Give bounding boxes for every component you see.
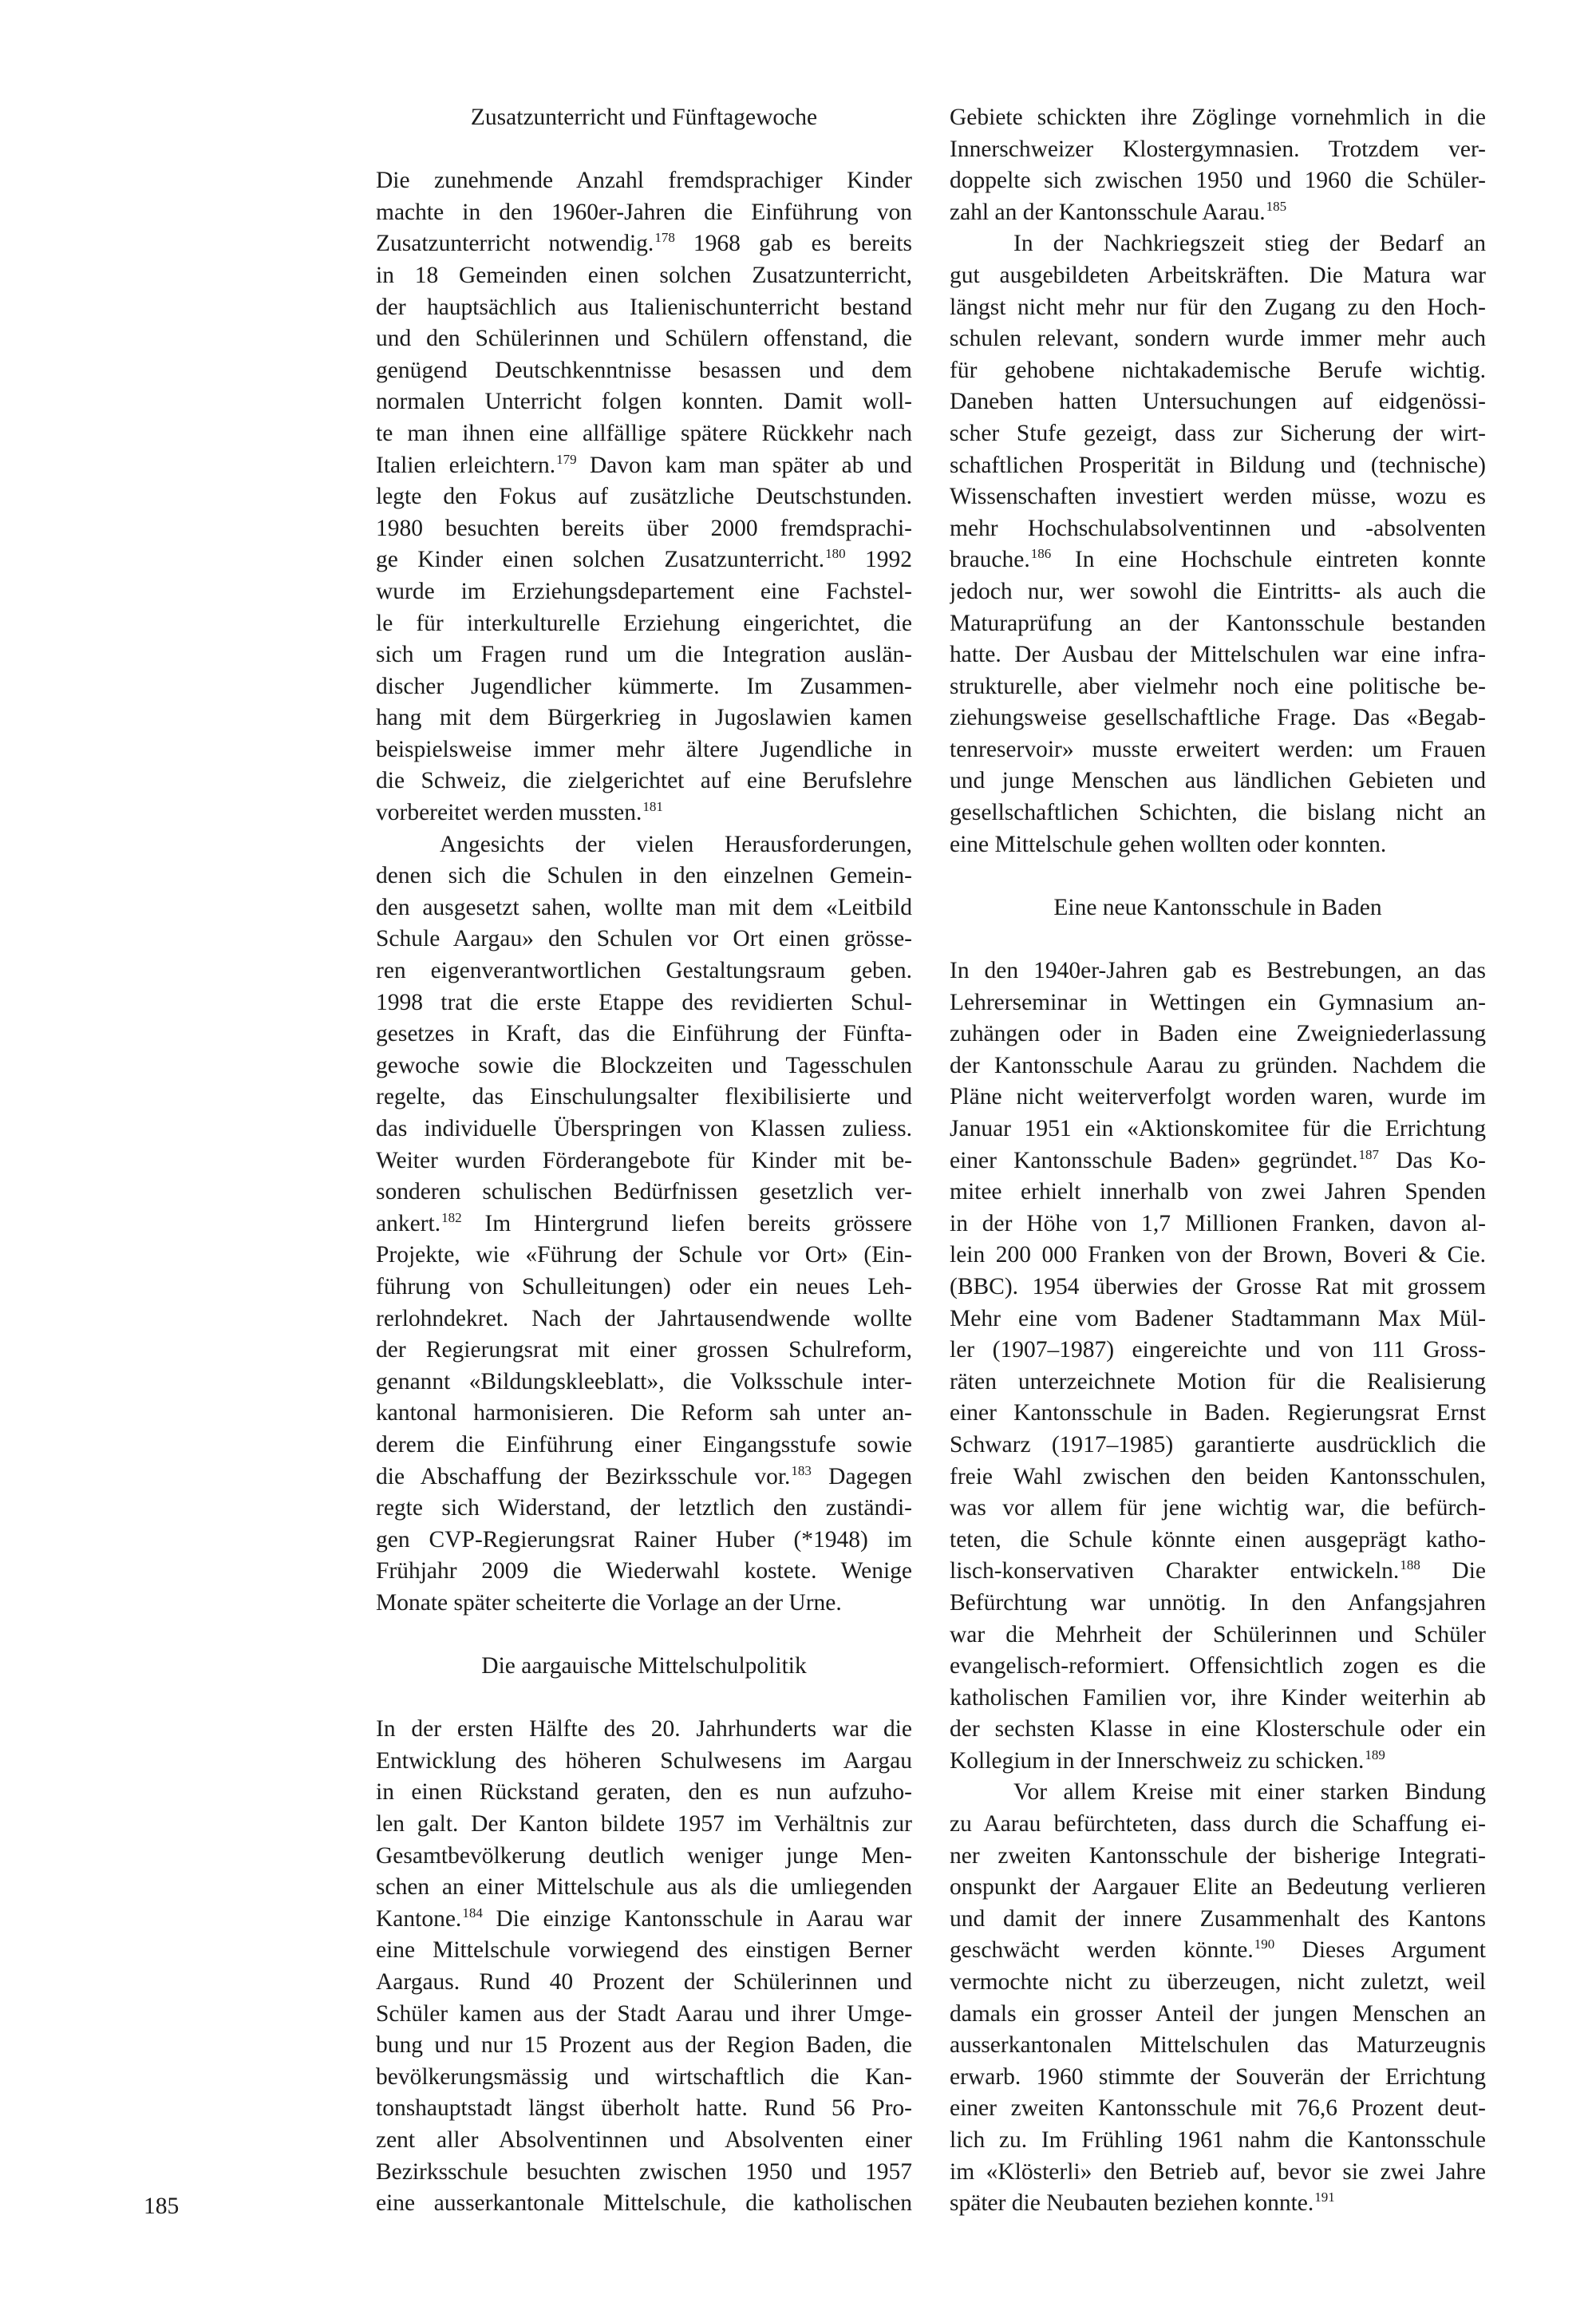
text-segment: tonshauptstadt längst überholt hatte. Rund 56 Pro- bbox=[376, 2095, 912, 2122]
text-line bbox=[950, 450, 1486, 482]
text-column-right bbox=[950, 102, 1486, 2220]
text-line bbox=[376, 1935, 912, 1967]
text-line bbox=[950, 197, 1486, 229]
text-line bbox=[376, 1398, 912, 1430]
text-segment: Daneben hatten Untersuchungen auf eidgenössi- bbox=[950, 389, 1486, 415]
text-line bbox=[376, 1967, 912, 1999]
text-line bbox=[950, 1904, 1486, 1936]
text-line bbox=[376, 955, 912, 987]
text-segment: der sechsten Klasse in eine Klosterschule oder ein bbox=[950, 1716, 1486, 1742]
text-line bbox=[950, 1114, 1486, 1145]
footnote-reference: 179 bbox=[556, 451, 577, 467]
text-segment: zuhängen oder in Baden eine Zweigniederlassung bbox=[950, 1021, 1486, 1047]
text-segment: ziehungsweise gesellschaftliche Frage. Das «Begab- bbox=[950, 705, 1486, 731]
text-segment: Kantone. bbox=[376, 1905, 462, 1932]
text-line bbox=[376, 2125, 912, 2157]
text-segment: gewoche sowie die Blockzeiten und Tagesschulen bbox=[376, 1052, 912, 1078]
text-segment: zahl an der Kantonsschule Aarau. bbox=[950, 199, 1266, 225]
text-line bbox=[950, 576, 1486, 608]
text-line bbox=[950, 1208, 1486, 1240]
text-segment: scher Stufe gezeigt, dass zur Sicherung der wirt- bbox=[950, 420, 1486, 446]
text-line bbox=[376, 1525, 912, 1557]
text-line bbox=[950, 1683, 1486, 1715]
text-segment: zent aller Absolventinnen und Absolventen einer bbox=[376, 2127, 912, 2153]
text-segment: Die zunehmende Anzahl fremdsprachiger Kinder bbox=[376, 168, 912, 194]
text-segment: führung von Schulleitungen) oder ein neues Leh- bbox=[376, 1273, 912, 1299]
section-heading: Eine neue Kantonsschule in Baden bbox=[1053, 894, 1382, 920]
text-line bbox=[376, 1556, 912, 1588]
text-segment: strukturelle, aber vielmehr noch eine politische be- bbox=[950, 673, 1486, 699]
text-line bbox=[376, 513, 912, 545]
text-line bbox=[950, 2125, 1486, 2157]
text-line bbox=[376, 197, 912, 229]
text-segment: Aargaus. Rund 40 Prozent der Schülerinnen und bbox=[376, 1969, 912, 1996]
footnote-reference: 187 bbox=[1358, 1146, 1379, 1162]
footnote-reference: 190 bbox=[1254, 1936, 1275, 1952]
text-line bbox=[950, 1493, 1486, 1525]
text-line bbox=[950, 955, 1486, 987]
text-segment: regelte, das Einschulungsalter flexibilisierte und bbox=[376, 1084, 912, 1110]
text-segment: tenreservoir» musste erweitert werden: um Frauen bbox=[950, 736, 1486, 762]
text-segment: Dagegen bbox=[811, 1463, 912, 1489]
text-line bbox=[950, 1019, 1486, 1050]
text-line bbox=[950, 1272, 1486, 1303]
text-segment: bevölkerungsmässig und wirtschaftlich die Kan- bbox=[376, 2063, 912, 2090]
text-line bbox=[376, 576, 912, 608]
text-line bbox=[950, 1777, 1486, 1809]
text-line bbox=[376, 355, 912, 387]
text-line bbox=[376, 765, 912, 797]
text-segment: einer zweiten Kantonsschule mit 76,6 Prozent deut- bbox=[950, 2095, 1486, 2122]
text-segment: 1980 besuchten bereits über 2000 fremdsprachi- bbox=[376, 515, 912, 541]
text-segment: Befürchtung war unnötig. In den Anfangsjahren bbox=[950, 1589, 1486, 1616]
text-segment: gesetzes in Kraft, das die Einführung der Fünfta- bbox=[376, 1021, 912, 1047]
text-line bbox=[950, 765, 1486, 797]
text-segment: eine ausserkantonale Mittelschule, die katholischen bbox=[376, 2190, 912, 2217]
text-segment: Gebiete schickten ihre Zöglinge vornehmlich in die bbox=[950, 105, 1486, 130]
text-segment: und damit der innere Zusammenhalt des Kantons bbox=[950, 1905, 1486, 1932]
text-segment: Monate später scheiterte die Vorlage an der Urne. bbox=[376, 1589, 842, 1616]
text-segment: Dieses Argument bbox=[1274, 1937, 1486, 1964]
text-line bbox=[950, 134, 1486, 166]
text-segment: Gesamtbevölkerung deutlich weniger junge Men- bbox=[376, 1842, 912, 1869]
text-line bbox=[950, 1809, 1486, 1841]
text-line bbox=[376, 1809, 912, 1841]
text-segment: ren eigenverantwortlichen Gestaltungsraum geben. bbox=[376, 958, 912, 984]
text-segment: Januar 1951 ein «Aktionskomitee für die Errichtung bbox=[950, 1116, 1486, 1141]
paragraph bbox=[376, 1714, 912, 2220]
text-line bbox=[376, 1714, 912, 1746]
text-segment: Bezirksschule besuchten zwischen 1950 und 1957 bbox=[376, 2158, 912, 2185]
text-line bbox=[376, 323, 912, 355]
paragraph bbox=[950, 955, 1486, 1777]
text-segment: In der ersten Hälfte des 20. Jahrhunderts war die bbox=[376, 1716, 912, 1742]
text-segment: der Regierungsrat mit einer grossen Schulreform, bbox=[376, 1337, 912, 1363]
text-line bbox=[376, 734, 912, 766]
text-segment: lich zu. Im Frühling 1961 nahm die Kantonsschule bbox=[950, 2127, 1486, 2153]
text-segment: normalen Unterricht folgen konnten. Damit woll- bbox=[376, 389, 912, 415]
text-line bbox=[376, 418, 912, 450]
text-line bbox=[376, 1177, 912, 1208]
text-segment: Schwarz (1917–1985) garantierte ausdrücklich die bbox=[950, 1431, 1486, 1458]
text-line bbox=[950, 1651, 1486, 1683]
text-line bbox=[950, 1714, 1486, 1746]
text-segment: 1968 gab es bereits bbox=[674, 231, 912, 257]
text-segment: Frühjahr 2009 die Wiederwahl kostete. Wenige bbox=[376, 1558, 912, 1584]
text-line bbox=[950, 734, 1486, 766]
text-segment: in 18 Gemeinden einen solchen Zusatzunterricht, bbox=[376, 262, 912, 288]
text-line bbox=[376, 1303, 912, 1335]
text-segment: derem die Einführung einer Eingangsstufe sowie bbox=[376, 1431, 912, 1458]
text-segment: in der Höhe von 1,7 Millionen Franken, davon al- bbox=[950, 1210, 1486, 1236]
text-line bbox=[376, 892, 912, 924]
text-line bbox=[376, 1082, 912, 1114]
text-segment: Weiter wurden Förderangebote für Kinder mit be- bbox=[376, 1147, 912, 1173]
text-segment: mitee erhielt innerhalb von zwei Jahren Spenden bbox=[950, 1179, 1486, 1205]
text-line bbox=[950, 1082, 1486, 1114]
text-line bbox=[950, 987, 1486, 1019]
text-segment: genügend Deutschkenntnisse besassen und dem bbox=[376, 357, 912, 383]
text-line bbox=[950, 481, 1486, 513]
text-line bbox=[950, 1145, 1486, 1177]
text-segment: genannt «Bildungskleeblatt», die Volksschule inter- bbox=[376, 1368, 912, 1394]
text-segment: Pläne nicht weiterverfolgt worden waren, wurde im bbox=[950, 1084, 1486, 1110]
text-segment: In der Nachkriegszeit stieg der Bedarf an bbox=[1013, 231, 1486, 257]
text-segment: denen sich die Schulen in den einzelnen Gemein- bbox=[376, 863, 912, 889]
text-line bbox=[950, 1050, 1486, 1082]
text-line bbox=[950, 260, 1486, 292]
text-line bbox=[376, 2093, 912, 2125]
text-line bbox=[376, 228, 912, 260]
text-line bbox=[376, 1588, 912, 1620]
footnote-reference: 185 bbox=[1266, 198, 1287, 214]
text-segment: was vor allem für jene wichtig war, die befürch- bbox=[950, 1495, 1486, 1521]
text-line bbox=[376, 165, 912, 197]
footnote-reference: 182 bbox=[441, 1209, 462, 1225]
text-segment: einer Kantonsschule in Baden. Regierungsrat Ernst bbox=[950, 1400, 1486, 1426]
text-segment: (BBC). 1954 überwies der Grosse Rat mit grossem bbox=[950, 1273, 1486, 1299]
text-segment: lisch-konservativen Charakter entwickeln. bbox=[950, 1558, 1400, 1584]
text-segment: ler (1907–1987) eingereichte und von 111 Gross- bbox=[950, 1337, 1486, 1363]
text-segment: Schüler kamen aus der Stadt Aarau und ihrer Umge- bbox=[376, 2000, 912, 2027]
text-segment: ausserkantonalen Mittelschulen das Maturzeugnis bbox=[950, 2032, 1486, 2059]
text-line bbox=[950, 829, 1486, 861]
text-line bbox=[950, 1872, 1486, 1904]
text-line bbox=[950, 1398, 1486, 1430]
text-line bbox=[376, 1999, 912, 2031]
text-segment: 1998 trat die erste Etappe des revidierten Schul- bbox=[376, 989, 912, 1015]
text-line bbox=[376, 1462, 912, 1493]
text-line bbox=[950, 639, 1486, 671]
text-line bbox=[376, 639, 912, 671]
text-segment: Entwicklung des höheren Schulwesens im Aargau bbox=[376, 1747, 912, 1774]
text-segment: die Abschaffung der Bezirksschule vor. bbox=[376, 1463, 791, 1489]
text-line bbox=[376, 450, 912, 482]
text-segment: wurde im Erziehungsdepartement eine Fachstel- bbox=[376, 578, 912, 604]
text-line bbox=[950, 292, 1486, 324]
text-line bbox=[950, 1999, 1486, 2031]
text-segment: ankert. bbox=[376, 1210, 441, 1236]
text-segment: das individuelle Überspringen von Klassen zuliess. bbox=[376, 1116, 912, 1141]
text-line bbox=[950, 323, 1486, 355]
text-line bbox=[950, 1367, 1486, 1398]
text-line bbox=[376, 860, 912, 892]
text-line bbox=[376, 292, 912, 324]
text-segment: der Kantonsschule Aarau zu gründen. Nachdem die bbox=[950, 1052, 1486, 1078]
text-line bbox=[950, 1462, 1486, 1493]
text-segment: kantonal harmonisieren. Die Reform sah unter an- bbox=[376, 1400, 912, 1426]
paragraph bbox=[950, 1777, 1486, 2219]
text-line bbox=[950, 1177, 1486, 1208]
text-segment: gesellschaftlichen Schichten, die bislang nicht an bbox=[950, 800, 1486, 826]
text-line bbox=[376, 2157, 912, 2189]
footnote-reference: 181 bbox=[642, 799, 663, 815]
text-segment: bung und nur 15 Prozent aus der Region Baden, die bbox=[376, 2032, 912, 2059]
text-line bbox=[950, 1525, 1486, 1557]
text-line bbox=[950, 608, 1486, 640]
text-line bbox=[950, 2062, 1486, 2094]
text-line bbox=[950, 671, 1486, 703]
text-segment: doppelte sich zwischen 1950 und 1960 die Schüler- bbox=[950, 168, 1486, 194]
text-segment: erwarb. 1960 stimmte der Souverän der Errichtung bbox=[950, 2063, 1486, 2090]
text-line bbox=[950, 1335, 1486, 1367]
text-segment: Italien erleichtern. bbox=[376, 452, 556, 478]
text-line bbox=[376, 1493, 912, 1525]
text-segment: te man ihnen eine allfällige spätere Rückkehr nach bbox=[376, 420, 912, 446]
text-segment: Mehr eine vom Badener Stadtammann Max Mül- bbox=[950, 1305, 1486, 1331]
text-line bbox=[950, 797, 1486, 829]
text-segment: Angesichts der vielen Herausforderungen, bbox=[440, 831, 912, 857]
text-line bbox=[376, 2030, 912, 2062]
text-segment: Das Ko- bbox=[1378, 1147, 1486, 1173]
text-line bbox=[950, 1620, 1486, 1652]
text-segment: und den Schülerinnen und Schülern offenstand, die bbox=[376, 326, 912, 352]
text-segment: sonderen schulischen Bedürfnissen gesetzlich ver- bbox=[376, 1179, 912, 1205]
paragraph bbox=[376, 829, 912, 1620]
text-segment: Maturaprüfung an der Kantonsschule bestanden bbox=[950, 610, 1486, 636]
text-segment: regte sich Widerstand, der letztlich den zuständi- bbox=[376, 1495, 912, 1521]
footnote-reference: 184 bbox=[462, 1905, 483, 1920]
text-line bbox=[376, 924, 912, 955]
text-line bbox=[376, 1272, 912, 1303]
text-line bbox=[376, 1335, 912, 1367]
text-segment: Zusatzunterricht notwendig. bbox=[376, 231, 654, 257]
text-segment: discher Jugendlicher kümmerte. Im Zusammen- bbox=[376, 673, 912, 699]
text-line bbox=[950, 513, 1486, 545]
text-segment: brauche. bbox=[950, 547, 1030, 573]
text-column-left bbox=[376, 102, 912, 2220]
text-segment: die Schweiz, die zielgerichtet auf eine Berufslehre bbox=[376, 768, 912, 794]
text-segment: und junge Menschen aus ländlichen Gebieten und bbox=[950, 768, 1486, 794]
text-line bbox=[950, 2188, 1486, 2220]
text-line bbox=[950, 386, 1486, 418]
text-segment: rerlohndekret. Nach der Jahrtausendwende wollte bbox=[376, 1305, 912, 1331]
text-line bbox=[376, 608, 912, 640]
text-line bbox=[376, 1777, 912, 1809]
text-segment: hatte. Der Ausbau der Mittelschulen war eine infra- bbox=[950, 642, 1486, 668]
text-line bbox=[376, 829, 912, 861]
text-line bbox=[950, 702, 1486, 734]
text-line bbox=[376, 1240, 912, 1272]
text-line bbox=[376, 1019, 912, 1050]
text-segment: beispielsweise immer mehr ältere Jugendliche in bbox=[376, 736, 912, 762]
text-segment: räten unterzeichnete Motion für die Realisierung bbox=[950, 1368, 1486, 1394]
text-line bbox=[376, 1208, 912, 1240]
text-line bbox=[376, 702, 912, 734]
text-segment: hang mit dem Bürgerkrieg in Jugoslawien kamen bbox=[376, 705, 912, 731]
text-segment: jedoch nur, wer sowohl die Eintritts- als auch die bbox=[950, 578, 1486, 604]
text-line bbox=[950, 1303, 1486, 1335]
text-line bbox=[376, 987, 912, 1019]
text-line bbox=[950, 1588, 1486, 1620]
text-segment: eine Mittelschule vorwiegend des einstigen Berner bbox=[376, 1937, 912, 1964]
text-line bbox=[950, 1430, 1486, 1462]
text-segment: Wissenschaften investiert werden müsse, wozu es bbox=[950, 484, 1486, 510]
text-segment: vermochte nicht zu überzeugen, nicht zuletzt, weil bbox=[950, 1969, 1486, 1996]
text-segment: später die Neubauten beziehen konnte. bbox=[950, 2190, 1314, 2217]
text-line bbox=[950, 1935, 1486, 1967]
text-line bbox=[376, 260, 912, 292]
text-segment: damals ein grosser Anteil der jungen Menschen an bbox=[950, 2000, 1486, 2027]
text-line bbox=[950, 355, 1486, 387]
text-segment: schaftlichen Prosperität in Bildung und (technische) bbox=[950, 452, 1486, 478]
text-segment: mehr Hochschulabsolventinnen und -absolventen bbox=[950, 515, 1486, 541]
text-line bbox=[376, 1145, 912, 1177]
text-line bbox=[376, 2062, 912, 2094]
text-segment: Davon kam man später ab und bbox=[576, 452, 912, 478]
text-line bbox=[950, 228, 1486, 260]
text-segment: der hauptsächlich aus Italienischunterricht bestand bbox=[376, 294, 912, 320]
text-line bbox=[950, 2030, 1486, 2062]
text-segment: evangelisch-reformiert. Offensichtlich zogen es die bbox=[950, 1653, 1486, 1679]
text-segment: Projekte, wie «Führung der Schule vor Ort» (Ein- bbox=[376, 1242, 912, 1268]
paragraph bbox=[950, 102, 1486, 228]
footnote-reference: 183 bbox=[791, 1462, 812, 1478]
text-line bbox=[376, 1050, 912, 1082]
text-line bbox=[376, 544, 912, 576]
footnote-reference: 186 bbox=[1030, 546, 1052, 562]
footnote-reference: 191 bbox=[1314, 2189, 1335, 2205]
text-line bbox=[950, 544, 1486, 576]
text-line bbox=[950, 2157, 1486, 2189]
text-line bbox=[950, 1746, 1486, 1778]
text-line bbox=[376, 1746, 912, 1778]
footnote-reference: 188 bbox=[1400, 1557, 1420, 1573]
text-line bbox=[376, 2188, 912, 2220]
text-segment: Lehrerseminar in Wettingen ein Gymnasium an- bbox=[950, 989, 1486, 1015]
text-segment: Im Hintergrund liefen bereits grössere bbox=[461, 1210, 912, 1236]
text-segment: teten, die Schule könnte einen ausgeprägt katho- bbox=[950, 1526, 1486, 1553]
text-segment: In den 1940er-Jahren gab es Bestrebungen, an das bbox=[950, 958, 1486, 984]
text-segment: Die bbox=[1420, 1558, 1486, 1584]
text-segment: len galt. Der Kanton bildete 1957 im Verhältnis zur bbox=[376, 1811, 912, 1837]
text-segment: machte in den 1960er-Jahren die Einführung von bbox=[376, 199, 912, 225]
text-line bbox=[950, 1967, 1486, 1999]
text-segment: war die Mehrheit der Schülerinnen und Schüler bbox=[950, 1621, 1486, 1648]
text-segment: eine Mittelschule gehen wollten oder konnten. bbox=[950, 831, 1387, 857]
text-segment: schulen relevant, sondern wurde immer mehr auch bbox=[950, 326, 1486, 352]
text-segment: katholischen Familien vor, ihre Kinder weiterhin ab bbox=[950, 1684, 1486, 1711]
text-line bbox=[950, 2093, 1486, 2125]
text-segment: gen CVP-Regierungsrat Rainer Huber (*1948) im bbox=[376, 1526, 912, 1553]
page-number: 185 bbox=[144, 2193, 180, 2219]
text-line bbox=[950, 102, 1486, 134]
text-segment: Innerschweizer Klostergymnasien. Trotzdem ver- bbox=[950, 136, 1486, 162]
text-segment: für gehobene nichtakademische Berufe wichtig. bbox=[950, 357, 1486, 383]
text-line bbox=[376, 1904, 912, 1936]
text-segment: den ausgesetzt sahen, wollte man mit dem «Leitbild bbox=[376, 894, 912, 920]
text-segment: schen an einer Mittelschule aus als die umliegenden bbox=[376, 1874, 912, 1901]
text-line bbox=[950, 1240, 1486, 1272]
text-segment: le für interkulturelle Erziehung eingerichtet, die bbox=[376, 610, 912, 636]
text-segment: ner zweiten Kantonsschule der bisherige Integrati- bbox=[950, 1842, 1486, 1869]
text-segment: legte den Fokus auf zusätzliche Deutschstunden. bbox=[376, 484, 912, 510]
text-segment: Die einzige Kantonsschule in Aarau war bbox=[482, 1905, 912, 1932]
text-segment: längst nicht mehr nur für den Zugang zu den Hoch- bbox=[950, 294, 1486, 320]
text-line bbox=[376, 481, 912, 513]
text-segment: Schule Aargau» den Schulen vor Ort einen grösse- bbox=[376, 926, 912, 952]
text-line bbox=[376, 671, 912, 703]
text-segment: vorbereitet werden mussten. bbox=[376, 800, 642, 826]
text-segment: Kollegium in der Innerschweiz zu schicken. bbox=[950, 1747, 1365, 1774]
paragraph bbox=[950, 228, 1486, 860]
section-heading: Zusatzunterricht und Fünftagewoche bbox=[470, 105, 818, 130]
text-line bbox=[950, 165, 1486, 197]
text-line bbox=[376, 386, 912, 418]
text-segment: im «Klösterli» den Betrieb auf, bevor sie zwei Jahre bbox=[950, 2158, 1486, 2185]
text-line bbox=[376, 1872, 912, 1904]
text-segment: zu Aarau befürchteten, dass durch die Schaffung ei- bbox=[950, 1811, 1486, 1837]
text-line bbox=[376, 797, 912, 829]
text-segment: freie Wahl zwischen den beiden Kantonsschulen, bbox=[950, 1463, 1486, 1489]
text-line bbox=[950, 418, 1486, 450]
paragraph bbox=[376, 165, 912, 829]
text-segment: geschwächt werden könnte. bbox=[950, 1937, 1254, 1964]
footnote-reference: 189 bbox=[1365, 1746, 1385, 1762]
text-line bbox=[376, 1841, 912, 1873]
text-line bbox=[950, 1556, 1486, 1588]
text-segment: Vor allem Kreise mit einer starken Bindung bbox=[1013, 1779, 1486, 1806]
text-line bbox=[376, 1367, 912, 1398]
footnote-reference: 178 bbox=[654, 230, 675, 246]
text-line bbox=[376, 1430, 912, 1462]
text-segment: einer Kantonsschule Baden» gegründet. bbox=[950, 1147, 1358, 1173]
text-segment: 1992 bbox=[845, 547, 912, 573]
footnote-reference: 180 bbox=[825, 546, 846, 562]
text-segment: sich um Fragen rund um die Integration auslän- bbox=[376, 642, 912, 668]
text-segment: onspunkt der Aargauer Elite an Bedeutung verlieren bbox=[950, 1874, 1486, 1901]
text-segment: gut ausgebildeten Arbeitskräften. Die Matura war bbox=[950, 262, 1486, 288]
text-segment: In eine Hochschule eintreten konnte bbox=[1051, 547, 1486, 573]
text-segment: in einen Rückstand geraten, den es nun aufzuho- bbox=[376, 1779, 912, 1806]
section-heading: Die aargauische Mittelschulpolitik bbox=[481, 1653, 807, 1679]
text-segment: lein 200 000 Franken von der Brown, Boveri & Cie. bbox=[950, 1242, 1486, 1268]
text-line bbox=[950, 1841, 1486, 1873]
text-line bbox=[376, 1114, 912, 1145]
text-segment: ge Kinder einen solchen Zusatzunterricht. bbox=[376, 547, 825, 573]
